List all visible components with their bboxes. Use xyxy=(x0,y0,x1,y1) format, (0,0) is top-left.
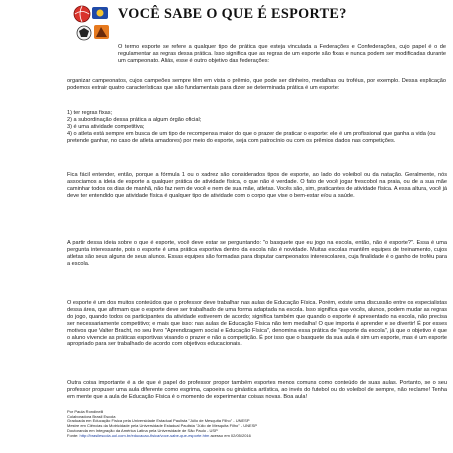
list-item: 3) é uma atividade competitiva; xyxy=(67,123,145,130)
body-paragraph: Fica fácil entender, então, porque a fórmula 1 ou o xadrez são considerados tipos de esporte, ao lado do voleibol ou da natação. Geralmente, nós associamos a ideia de esporte a qualquer prática de atividade física, o que não é verdade. O fato de você jogar frescobol na praia, ou de a sua mãe caminhar todos os dias de manhã, não faz nem de você e nem de sua mãe, atletas. Vocês são, sim, praticantes de atividade física. A essa altura, você já deve ter entendido que atividade física é qualquer tipo de atividade com o corpo que vise o bem-estar e/ou a saúde. xyxy=(67,172,447,199)
body-paragraph: O esporte é um dos muitos conteúdos que o professor deve trabalhar nas aulas de Educação Física. Porém, existe uma discussão entre os especialistas dessa área, que afirmam que o esporte deve ser trabalhado de uma forma adaptada na escola. Isso significa que vocês, alunos, podem mudar as regras do jogo, quando todos os participantes da atividade estiverem de acordo; significa também que quando o esporte é apresentado na escola, não precisa ser necessariamente competitivo; e mais que isso: nas aulas de Educação Física não tem medalha! O que importa é aprender e se divertir! É por esses motivos que Valter Bracht, no seu livro "Aprendizagem social e Educação Física", denomina essa prática de "esporte da escola", já que o objetivo é que o aluno vivencie as práticas esportivas visando o prazer e não a competição. É por isso que o basquete da sua aula é sim um esporte, mas é um esporte apropriado para ser trabalhado de acordo com objetivos educacionais. xyxy=(67,300,447,348)
body-paragraph: A partir dessa ideia sobre o que é esporte, você deve estar se perguntando: "o basquete que eu jogo na escola, então, não é esporte?". Essa é uma pergunta interessante, pois o esporte é uma prática esportiva dentro da escola não é novidade. Muitas escolas mantêm equipes de treinamento, cujos atletas são seus alguns de seus alunos. Essas equipes são formadas para disputar campeonatos interescolares, cuja finalidade é o ganho de troféu para a escola. xyxy=(67,240,447,267)
sports-collage-icon xyxy=(72,3,112,43)
characteristics-list xyxy=(67,110,447,145)
author-credits xyxy=(67,410,447,438)
source-line xyxy=(67,434,447,439)
list-item: 1) ter regras fixas; xyxy=(67,110,113,116)
intro-paragraph-continued: organizar campeonatos, cujos campeões sempre têm em vista o prêmio, que pode ser dinheiro, medalhas ou troféus, por exemplo. Dessa explicação podemos extrair quatro características que são fundamentais para dizer se determinada prática é um esporte: xyxy=(67,78,446,91)
source-accessed: acesso em 02/05/2016 xyxy=(210,433,251,438)
source-label: Fonte: xyxy=(67,433,79,438)
credit-line: Mestre em Ciências da Motricidade pela Universidade Estadual Paulista "Júlio de Mesquita Filho" - UNESP xyxy=(67,424,258,429)
intro-paragraph: O termo esporte se refere a qualquer tipo de prática que esteja vinculada a Federações e Confederações, cujo papel é o de regulamentar as regras dessa prática. Isso significa que as regras de um esporte são fixas e nunca podem ser modificadas durante um campeonato. Aliás, esse é outro objetivo das federações: xyxy=(118,44,446,64)
list-item: 4) o atleta está sempre em busca de um tipo de recompensa maior do que o prazer de praticar o esporte: ele é um profissional que ganha a vida (ou pretende ganhar, no caso de atleta amadores) por meio do esporte, seja com patrocínio ou com os prêmios dados nas competições. xyxy=(67,130,436,144)
body-paragraph: Outra coisa importante é a de que é papel do professor propor também esportes menos comuns como conteúdo de suas aulas. Portanto, se o seu professor propuser uma aula diferente como esgrima, capoeira ou ginástica artística, ao invés do futebol ou do voleibol de sempre, não reclame! Tenha em mente que a aula de Educação Física é o momento de experimentar coisas novas. Boa aula! xyxy=(67,380,447,400)
list-item: 2) a subordinação dessa prática a algum órgão oficial; xyxy=(67,116,202,123)
credit-line: Por Paula Rondinelli xyxy=(67,410,104,414)
page-title: VOCÊ SABE O QUE É ESPORTE? xyxy=(118,6,347,22)
credit-line: Doutoranda em Integração da América Latina pela Universidade de São Paulo - USP xyxy=(67,428,218,433)
credit-line: Colaboradora Brasil Escola xyxy=(67,414,116,419)
credit-line: Graduada em Educação Física pela Universidade Estadual Paulista "Júlio de Mesquita Filho" - UNESP xyxy=(67,419,250,424)
source-link[interactable]: http://brasilescola.uol.com.br/educacao-fisica/voce-sabe-que-esporte.htm xyxy=(79,433,210,438)
